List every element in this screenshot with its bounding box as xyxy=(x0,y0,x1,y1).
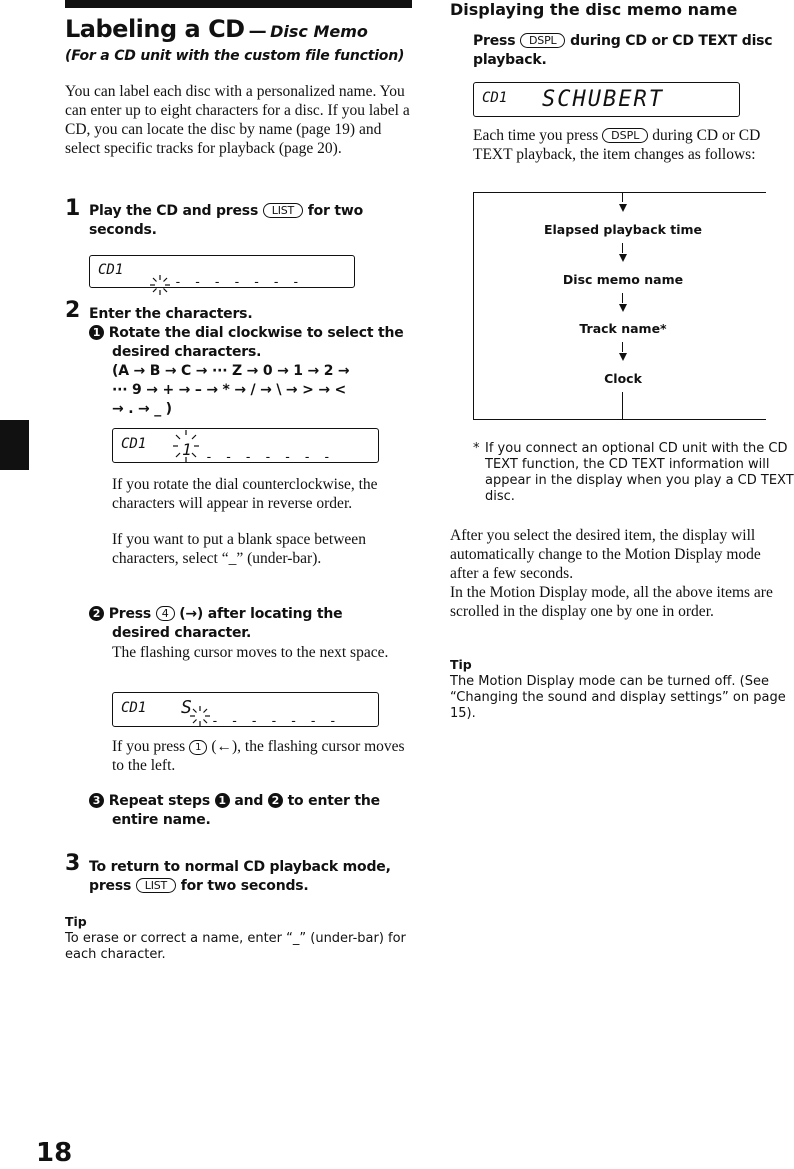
lcd-cd-label: CD1 xyxy=(98,262,124,278)
substep-3-text-c: entire name. xyxy=(112,812,211,828)
dspl-key: DSPL xyxy=(602,128,648,143)
char-sequence-1: (A → B → C → ··· Z → 0 → 1 → 2 → xyxy=(112,363,350,379)
flow-arrow-icon xyxy=(619,353,627,361)
section-heading: Displaying the disc memo name xyxy=(450,0,738,19)
substep-2-note: The flashing cursor moves to the next space. xyxy=(112,644,389,661)
substep-2 xyxy=(89,605,414,624)
key-4: 4 xyxy=(156,606,175,621)
flash-cursor-icon xyxy=(189,705,211,727)
circled-number: 1 xyxy=(89,325,104,340)
substep-3-and: and xyxy=(234,793,264,809)
after-press-note xyxy=(112,737,414,775)
flow-arrow-icon xyxy=(619,304,627,312)
each-time-paragraph xyxy=(473,126,788,164)
tip-body-left: To erase or correct a name, enter “_” (under-bar) for each character. xyxy=(65,931,406,962)
header-rule xyxy=(65,0,412,8)
flow-line xyxy=(622,342,623,352)
flow-item-clock: Clock xyxy=(604,371,642,386)
substep-3-text-b: to enter the xyxy=(287,793,380,809)
footnote-mark: * xyxy=(473,441,480,456)
flash-cursor-icon xyxy=(171,430,201,462)
substep-1-title-2: desired characters. xyxy=(112,344,262,360)
step-3-text-b: press xyxy=(89,878,132,894)
lcd-dashes: - - - - - - - xyxy=(174,275,302,290)
lcd-display-name xyxy=(473,82,740,117)
char-sequence-3: → . → _ ) xyxy=(112,401,172,417)
step-2-number: 2 xyxy=(65,298,81,323)
tip-body-right: The Motion Display mode can be turned off. (See “Changing the sound and display settings” on page 15). xyxy=(450,674,786,721)
substep-2-text-b: (→) after locating the xyxy=(179,606,343,622)
page-subtitle: (For a CD unit with the custom file function) xyxy=(65,48,405,64)
footnote-text: If you connect an optional CD unit with the CD TEXT function, the CD TEXT information will appear in the display when you play a CD TEXT disc. xyxy=(485,441,794,504)
flow-arrow-icon xyxy=(619,254,627,262)
tip-heading-right: Tip xyxy=(450,657,472,672)
step-2-title: Enter the characters. xyxy=(89,306,253,322)
after-press-b: (←), the flashing cursor moves to the left. xyxy=(112,738,405,774)
circled-number: 1 xyxy=(215,793,230,808)
lcd-cd-label: CD1 xyxy=(482,90,508,106)
lcd-disc-name: SCHUBERT xyxy=(542,87,664,112)
flow-line xyxy=(622,392,623,419)
lcd-display-2 xyxy=(112,428,379,463)
step-1-text-c: seconds. xyxy=(89,222,157,238)
substep-2-text-a: Press xyxy=(108,606,152,622)
dspl-key: DSPL xyxy=(520,33,565,48)
step-3-number: 3 xyxy=(65,851,81,876)
substep-1-title-1: Rotate the dial clockwise to select the xyxy=(108,325,404,341)
intro-paragraph: You can label each disc with a personalized name. You can enter up to eight characters for a disc. If you label a CD, you can locate the disc by name (page 19) and select specific tracks for playback (page 20). xyxy=(65,83,410,157)
svg-text:1: 1 xyxy=(182,440,192,459)
step-1-text xyxy=(89,202,409,240)
circled-number: 2 xyxy=(89,606,104,621)
list-key: LIST xyxy=(263,203,303,218)
instr-b: during CD or CD TEXT disc xyxy=(570,33,773,49)
instr-a: Press xyxy=(473,33,516,49)
substep-2-text-c: desired character. xyxy=(112,625,252,641)
circled-number: 2 xyxy=(268,793,283,808)
step-2-note-2: If you want to put a blank space between characters, select “_” (under-bar). xyxy=(112,531,366,567)
step-1-text-a: Play the CD and press xyxy=(89,203,259,219)
list-key: LIST xyxy=(136,878,176,893)
lcd-character: S xyxy=(181,697,192,718)
title-main: Labeling a CD xyxy=(65,15,245,43)
lcd-display-1 xyxy=(89,255,355,288)
lcd-cd-label: CD1 xyxy=(121,436,147,452)
each-a: Each time you press xyxy=(473,127,599,144)
after-press-a: If you press xyxy=(112,738,186,755)
circled-number: 3 xyxy=(89,793,104,808)
title-dash: — xyxy=(248,21,267,42)
flow-item-elapsed: Elapsed playback time xyxy=(543,222,703,237)
motion-display-paragraph: In the Motion Display mode, all the above items are scrolled in the display one by one in order. xyxy=(450,584,773,620)
section-tab xyxy=(0,420,29,470)
press-instruction xyxy=(473,32,793,70)
lcd-cd-label: CD1 xyxy=(121,700,147,716)
lcd-display-3 xyxy=(112,692,379,727)
flow-line xyxy=(622,243,623,253)
flow-arrow-icon xyxy=(619,204,627,212)
step-3-text-a: To return to normal CD playback mode, xyxy=(89,859,391,875)
tip-heading-left: Tip xyxy=(65,914,87,929)
page-title xyxy=(65,14,425,47)
each-b: during CD or CD TEXT playback, the item changes as follows: xyxy=(473,127,761,163)
flow-line xyxy=(622,293,623,303)
after-select-paragraph: After you select the desired item, the display will automatically change to the Motion Display mode after a few seconds. xyxy=(450,527,761,582)
char-sequence-2: ··· 9 → + → – → * → / → \ → > → < xyxy=(112,382,347,398)
lcd-dashes: - - - - - - - xyxy=(211,714,339,729)
step-1-number: 1 xyxy=(65,196,81,221)
step-1-text-b: for two xyxy=(307,203,364,219)
flash-cursor-icon xyxy=(149,274,171,296)
substep-1 xyxy=(89,324,414,343)
instr-c: playback. xyxy=(473,52,547,68)
step-2-note-1: If you rotate the dial counterclockwise, the characters will appear in reverse order. xyxy=(112,476,378,512)
step-3-text xyxy=(89,858,409,896)
title-sub: Disc Memo xyxy=(270,22,368,41)
substep-3-text-a: Repeat steps xyxy=(108,793,210,809)
flow-line xyxy=(622,193,623,202)
page-number: 18 xyxy=(36,1138,73,1168)
key-1: 1 xyxy=(189,740,207,755)
step-3-text-c: for two seconds. xyxy=(180,878,309,894)
flow-item-disc-memo: Disc memo name xyxy=(562,272,684,287)
flow-item-track-name: Track name* xyxy=(579,321,667,336)
substep-3 xyxy=(89,792,414,811)
lcd-dashes: - - - - - - - xyxy=(205,450,333,465)
